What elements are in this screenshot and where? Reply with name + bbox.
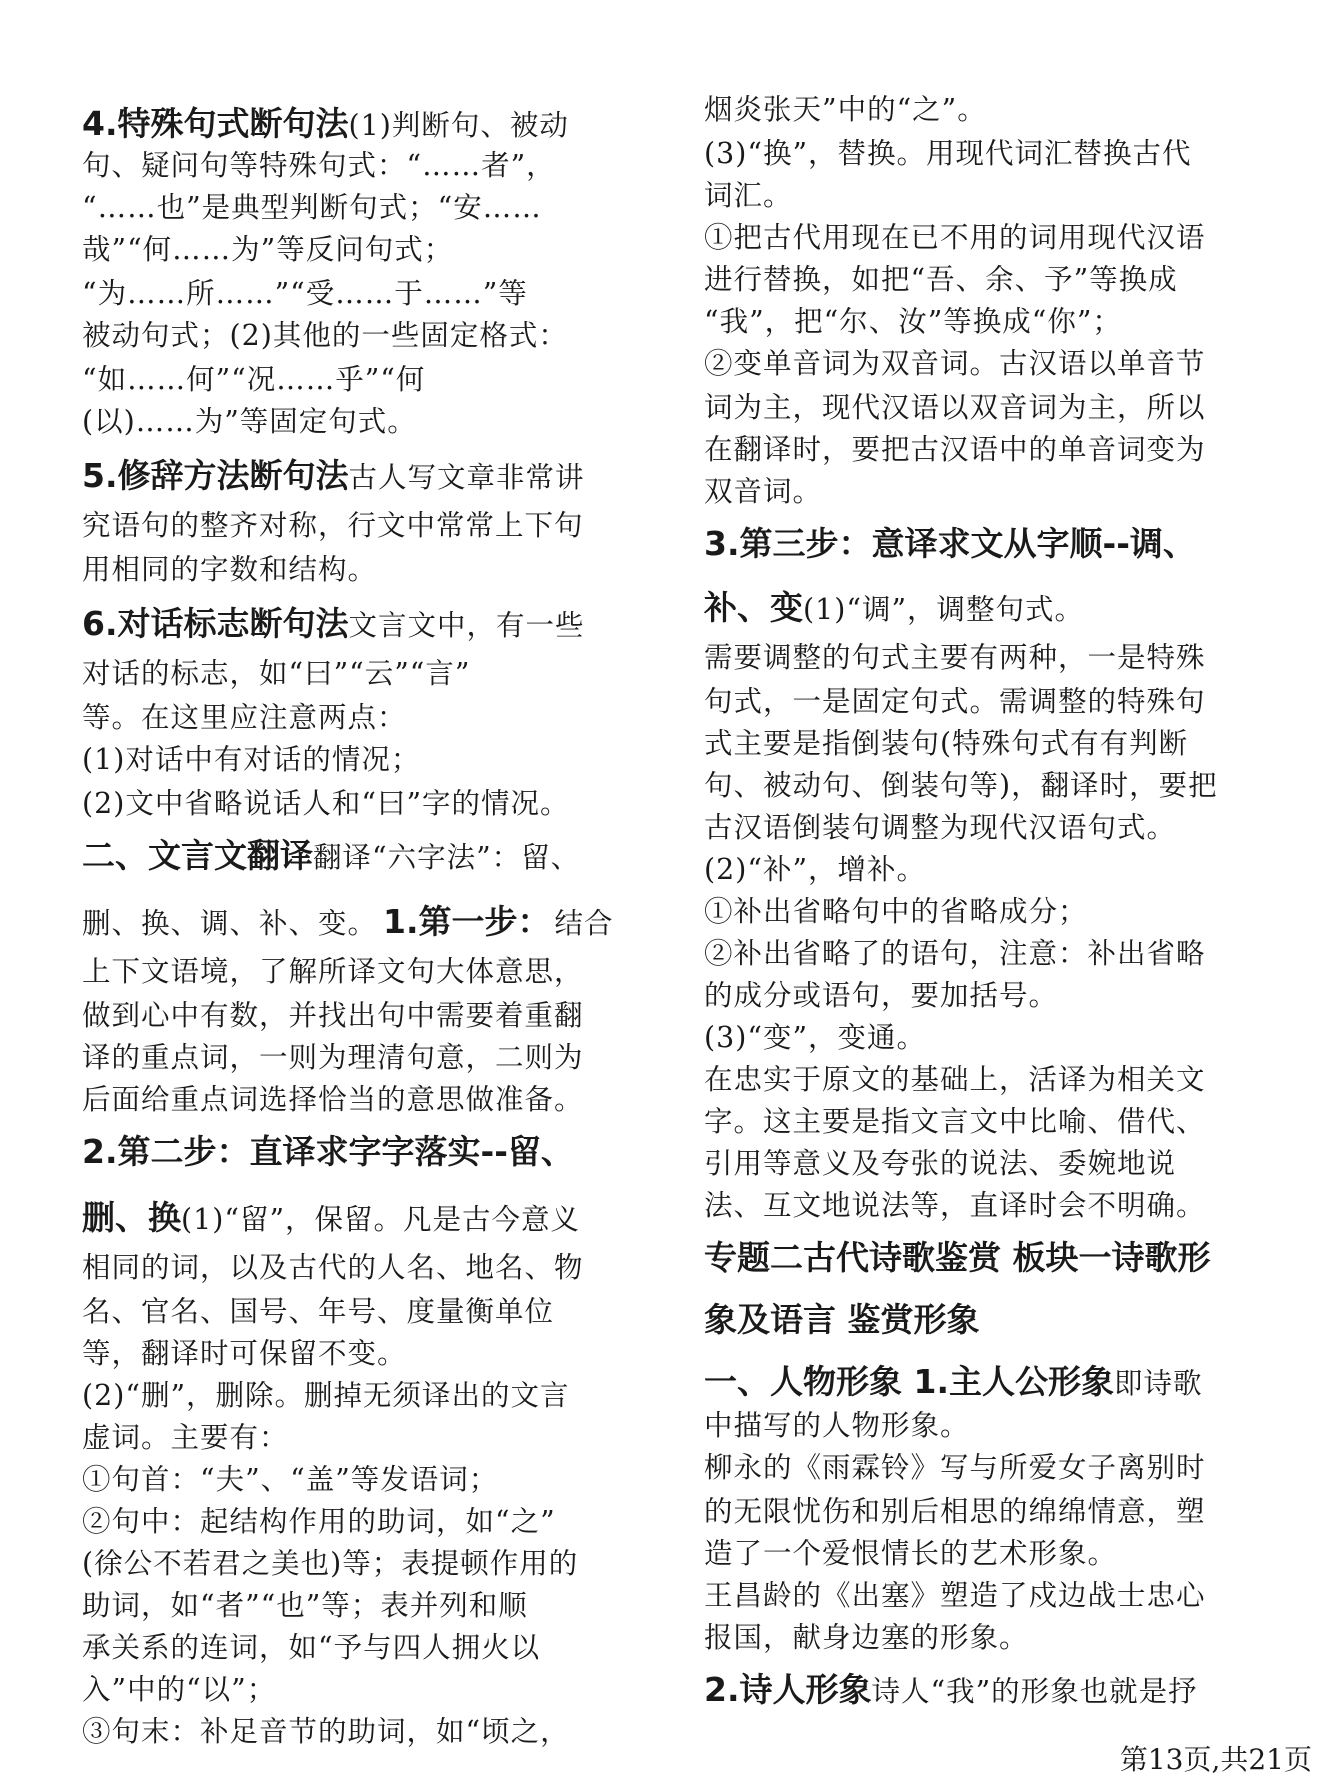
text-line: 法、互文地说法等，直译时会不明确。: [704, 1189, 1206, 1222]
text-line: 哉”“何……为”等反问句式；: [82, 233, 454, 266]
text-line: ③句末：补足音节的助词，如“顷之，: [82, 1715, 570, 1748]
heading-step1: 1.第一步：: [383, 902, 551, 941]
text-line: ②变单音词为双音词。古汉语以单音节: [704, 347, 1206, 380]
text-line: 中描写的人物形象。: [704, 1409, 970, 1442]
text-line: 进行替换，如把“吾、余、予”等换成: [704, 263, 1178, 296]
text-line: (3)“换”，替换。用现代词汇替换古代: [704, 137, 1192, 170]
section-translation-line: 二、文言文翻译翻译“六字法”：留、: [82, 836, 581, 875]
text-line: 究语句的整齐对称，行文中常常上下句: [82, 509, 584, 542]
text-line: “如……何”“况……乎”“何: [82, 363, 426, 396]
heading-step3-cont: 补、变: [704, 588, 803, 627]
text-line: 需要调整的句式主要有两种，一是特殊: [704, 641, 1206, 674]
text-line: 古汉语倒装句调整为现代汉语句式。: [704, 811, 1177, 844]
text-line: (2)文中省略说话人和“曰”字的情况。: [82, 787, 570, 820]
text-line: 字。这主要是指文言文中比喻、借代、: [704, 1105, 1206, 1138]
text-line: 造了一个爱恨情长的艺术形象。: [704, 1537, 1118, 1570]
text-line: 后面给重点词选择恰当的意思做准备。: [82, 1083, 584, 1116]
text-line: (2)“补”，增补。: [704, 853, 927, 886]
heading-step3: 3.第三步：意译求文从字顺--调、: [704, 524, 1196, 563]
heading-special-sentence: 4.特殊句式断句法: [82, 104, 349, 143]
text-line: 等。在这里应注意两点：: [82, 701, 407, 734]
character-image-line: 一、人物形象 1.主人公形象即诗歌: [704, 1362, 1203, 1401]
text-line: ①句首：“夫”、“盖”等发语词；: [82, 1463, 499, 1496]
text-line: 在翻译时，要把古汉语中的单音词变为: [704, 433, 1206, 466]
heading-dialogue: 6.对话标志断句法: [82, 604, 349, 643]
heading-topic: 专题二古代诗歌鉴赏 板块一诗歌形: [704, 1238, 1211, 1277]
text-line: 词为主，现代汉语以双音词为主，所以: [704, 391, 1206, 424]
text-line: 入”中的“以”；: [82, 1673, 277, 1706]
step3-line: 补、变(1)“调”，调整句式。: [704, 588, 1085, 627]
text-line: 句、被动句、倒装句等)，翻译时，要把: [704, 769, 1218, 802]
text-line: (徐公不若君之美也)等；表提顿作用的: [82, 1547, 579, 1580]
text-line: 报国，献身边塞的形象。: [704, 1621, 1029, 1654]
text-line: (2)“删”，删除。删掉无须译出的文言: [82, 1379, 570, 1412]
text-line: 用相同的字数和结构。: [82, 553, 378, 586]
heading-character-image: 一、人物形象 1.主人公形象: [704, 1362, 1114, 1401]
text-line: “……也”是典型判断句式；“安……: [82, 191, 542, 224]
text-line: 译的重点词，一则为理清句意，二则为: [82, 1041, 584, 1074]
text-line: 等，翻译时可保留不变。: [82, 1337, 407, 1370]
text-line: 句式，一是固定句式。需调整的特殊句: [704, 685, 1206, 718]
text-line: 助词，如“者”“也”等；表并列和顺: [82, 1589, 528, 1622]
text-line: 被动句式；(2)其他的一些固定格式：: [82, 319, 568, 352]
text-line: 上下文语境，了解所译文句大体意思，: [82, 955, 584, 988]
text-line: 柳永的《雨霖铃》写与所爱女子离别时: [704, 1451, 1206, 1484]
text-line: 的无限忧伤和别后相思的绵绵情意，塑: [704, 1495, 1206, 1528]
text-line: “为……所……”“受……于……”等: [82, 277, 528, 310]
text-line: 词汇。: [704, 179, 793, 212]
text-line: 双音词。: [704, 475, 823, 508]
text-line: ②补出省略了的语句，注意：补出省略: [704, 937, 1206, 970]
text-line: (以)……为”等固定句式。: [82, 405, 417, 438]
text-line: (3)“变”，变通。: [704, 1021, 927, 1054]
heading-topic-cont: 象及语言 鉴赏形象: [704, 1300, 980, 1339]
text-line: 名、官名、国号、年号、度量衡单位: [82, 1295, 555, 1328]
step2-line: 删、换(1)“留”，保留。凡是古今意义: [82, 1198, 581, 1237]
text-line: 在忠实于原文的基础上，活译为相关文: [704, 1063, 1206, 1096]
page-number: 第13页,共21页: [1119, 1743, 1312, 1776]
text-line: ①把古代用现在已不用的词用现代汉语: [704, 221, 1206, 254]
text-line: 句、疑问句等特殊句式：“……者”，: [82, 149, 556, 182]
heading-rhetoric: 5.修辞方法断句法: [82, 456, 349, 495]
text-line: 王昌龄的《出塞》塑造了戍边战士忠心: [704, 1579, 1206, 1612]
text-line: “我”，把“尔、汝”等换成“你”；: [704, 305, 1122, 338]
text-line: 对话的标志，如“曰”“云”“言”: [82, 657, 471, 690]
text-line: ①补出省略句中的省略成分；: [704, 895, 1088, 928]
heading-step2-cont: 删、换: [82, 1198, 181, 1237]
text-line: ②句中：起结构作用的助词，如“之”: [82, 1505, 556, 1538]
section-4-line: 4.特殊句式断句法(1)判断句、被动: [82, 104, 569, 143]
text-line: 式主要是指倒装句(特殊句式有有判断: [704, 727, 1189, 760]
text-line: 引用等意义及夸张的说法、委婉地说: [704, 1147, 1177, 1180]
text-line: (1)对话中有对话的情况；: [82, 743, 421, 776]
text-line: 相同的词，以及古代的人名、地名、物: [82, 1251, 584, 1284]
section-5-line: 5.修辞方法断句法古人写文章非常讲: [82, 456, 585, 495]
section-6-line: 6.对话标志断句法文言文中，有一些: [82, 604, 585, 643]
text-line: 的成分或语句，要加括号。: [704, 979, 1059, 1012]
heading-step2: 2.第二步：直译求字字落实--留、: [82, 1132, 574, 1171]
text-line: 做到心中有数，并找出句中需要着重翻: [82, 999, 584, 1032]
text-line: 虚词。主要有：: [82, 1421, 289, 1454]
heading-poet-image: 2.诗人形象: [704, 1670, 872, 1709]
text-line: 烟炎张天”中的“之”。: [704, 93, 987, 126]
step1-line: 删、换、调、补、变。 1.第一步： 结合: [82, 902, 614, 941]
heading-translation: 二、文言文翻译: [82, 836, 313, 875]
text-line: 承关系的连词，如“予与四人拥火以: [82, 1631, 541, 1664]
poet-image-line: 2.诗人形象诗人“我”的形象也就是抒: [704, 1670, 1198, 1709]
